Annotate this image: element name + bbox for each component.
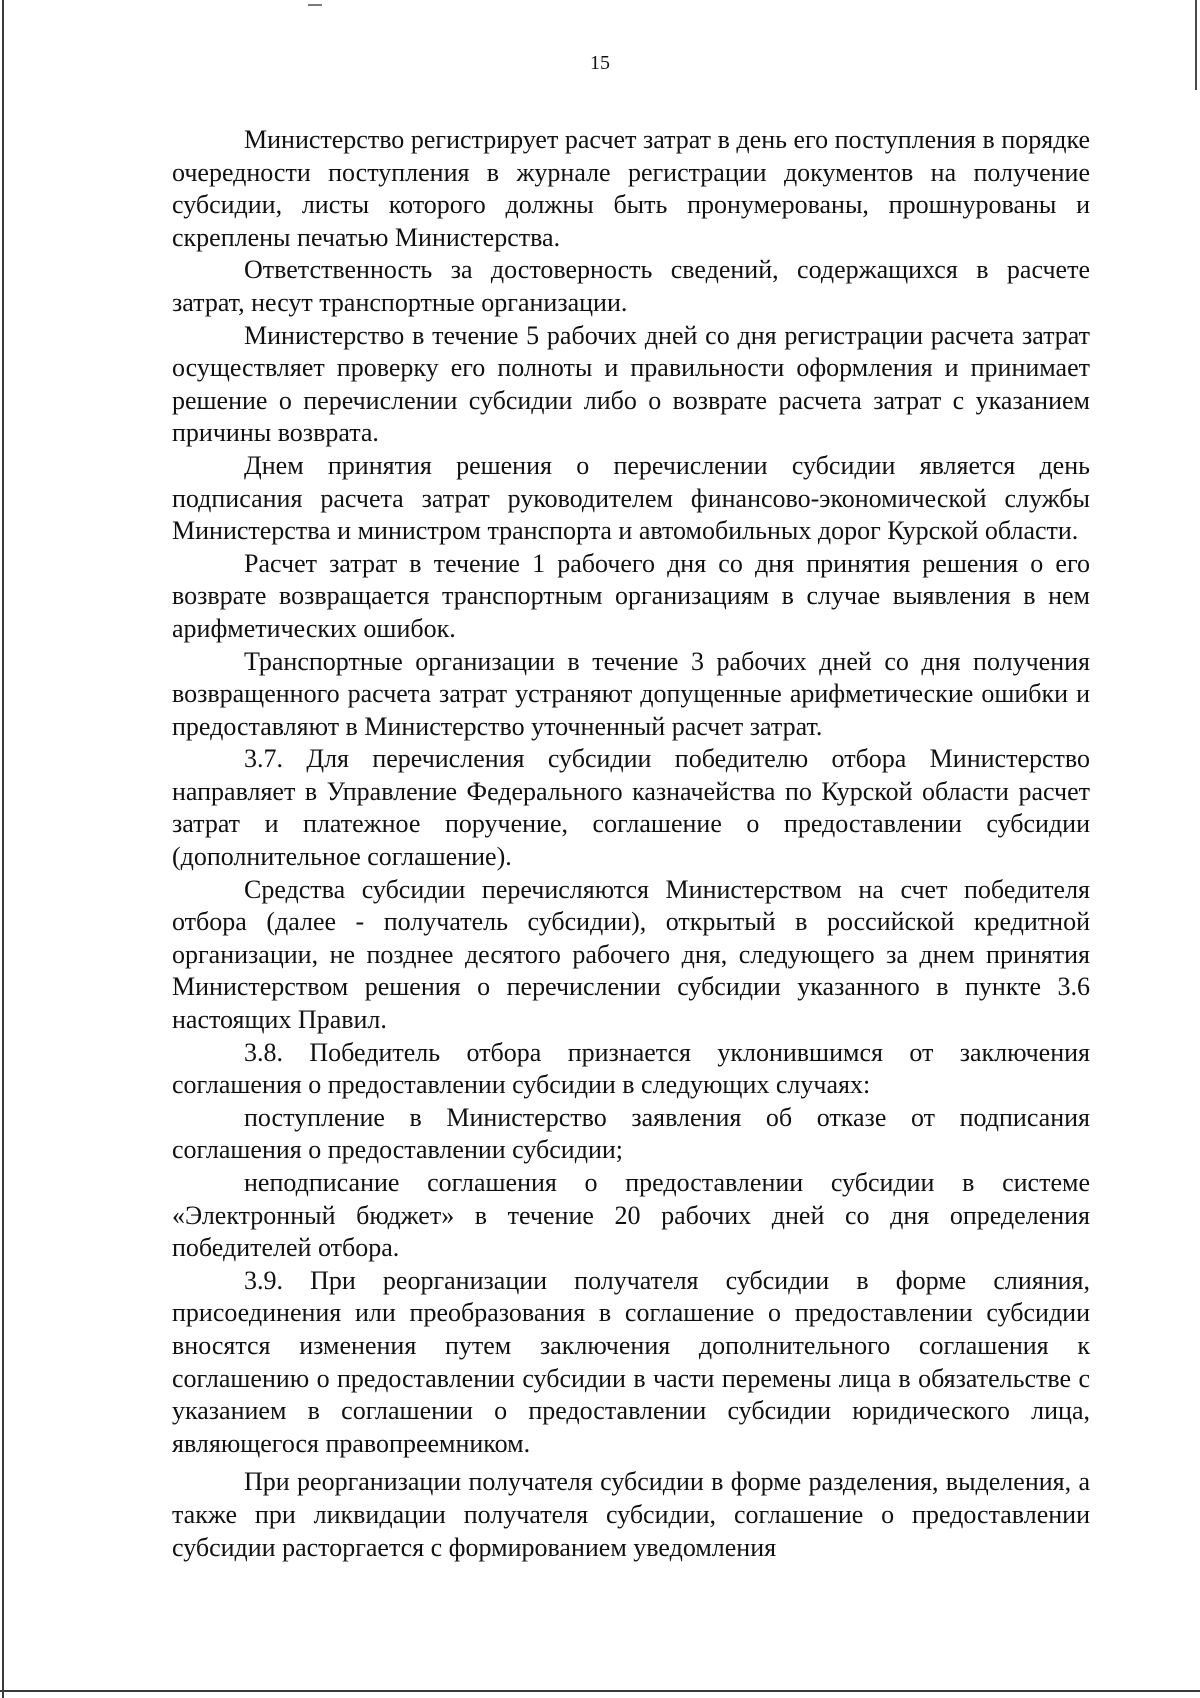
paragraph-decision-day: Днем принятия решения о перечислении субсидии является день подписания расчета затрат руководителем финансово-экономической службы Министерства и министром транспорта и автомобильных дорог Курской области. [172,450,1090,546]
paragraph-not-signed: неподписание соглашения о предоставлении субсидии в системе «Электронный бюджет» в течение 20 рабочих дней со дня определения победителей отбора. [172,1168,1090,1263]
page-number: 15 [590,52,610,74]
paragraph-responsibility: Ответственность за достоверность сведений, содержащихся в расчете затрат, несут транспортные организации. [172,255,1090,317]
paragraph-reorganization: При реорганизации получателя субсидии в форме разделения, выделения, а также при ликвидации получателя субсидии, соглашение о предоставлении субсидии расторгается с формированием уведомления [172,1467,1090,1562]
paragraph-clause-3-7: 3.7. Для перечисления субсидии победителю отбора Министерство направляет в Управление Федерального казначейства по Курской области расчет затрат и платежное поручение, соглашение о предоставлении субсидии (дополнительное соглашение). [172,744,1090,872]
paragraph-verification: Министерство в течение 5 рабочих дней со дня регистрации расчета затрат осуществляет проверку его полноты и правильности оформления и принимает решение о перечислении субсидии либо о возврате расчета затрат с указанием причины возврата. [172,320,1090,448]
scan-left-edge [2,0,4,1698]
paragraph-clause-3-8: 3.8. Победитель отбора признается уклонившимся от заключения соглашения о предоставлении субсидии в следующих случаях: [172,1037,1090,1100]
paragraph-clause-3-9: 3.9. При реорганизации получателя субсидии в форме слияния, присоединения или преобразования в соглашение о предоставлении субсидии вносятся изменения путем заключения дополнительного соглашения к соглашению о предоставлении субсидии в части перемены лица в обязательстве с указанием в соглашении о предоставлении субсидии юридического лица, являющегося правопреемником. [172,1265,1090,1458]
scan-right-edge [1195,0,1197,90]
scan-bottom-edge [0,1690,1200,1692]
paragraph-refusal: поступление в Министерство заявления об отказе от подписания соглашения о предоставлении субсидии; [172,1102,1090,1165]
paragraph-transfer: Средства субсидии перечисляются Министерством на счет победителя отбора (далее - получатель субсидии), открытый в российской кредитной организации, не позднее десятого рабочего дня, следующего за днем принятия Министерством решения о перечислении субсидии указанного в пункте 3.6 настоящих Правил. [172,874,1090,1035]
scan-top-mark [308,4,322,6]
paragraph-return: Расчет затрат в течение 1 рабочего дня со дня принятия решения о его возврате возвращается транспортным организациям в случае выявления в нем арифметических ошибок. [172,548,1090,643]
document-body [172,124,1090,1564]
paragraph-correction: Транспортные организации в течение 3 рабочих дней со дня получения возвращенного расчета затрат устраняют допущенные арифметические ошибки и предоставляют в Министерство уточненный расчет затрат. [172,646,1090,741]
paragraph-registration: Министерство регистрирует расчет затрат в день его поступления в порядке очередности поступления в журнале регистрации документов на получение субсидии, листы которого должны быть пронумерованы, прошнурованы и скреплены печатью Министерства. [172,125,1090,252]
